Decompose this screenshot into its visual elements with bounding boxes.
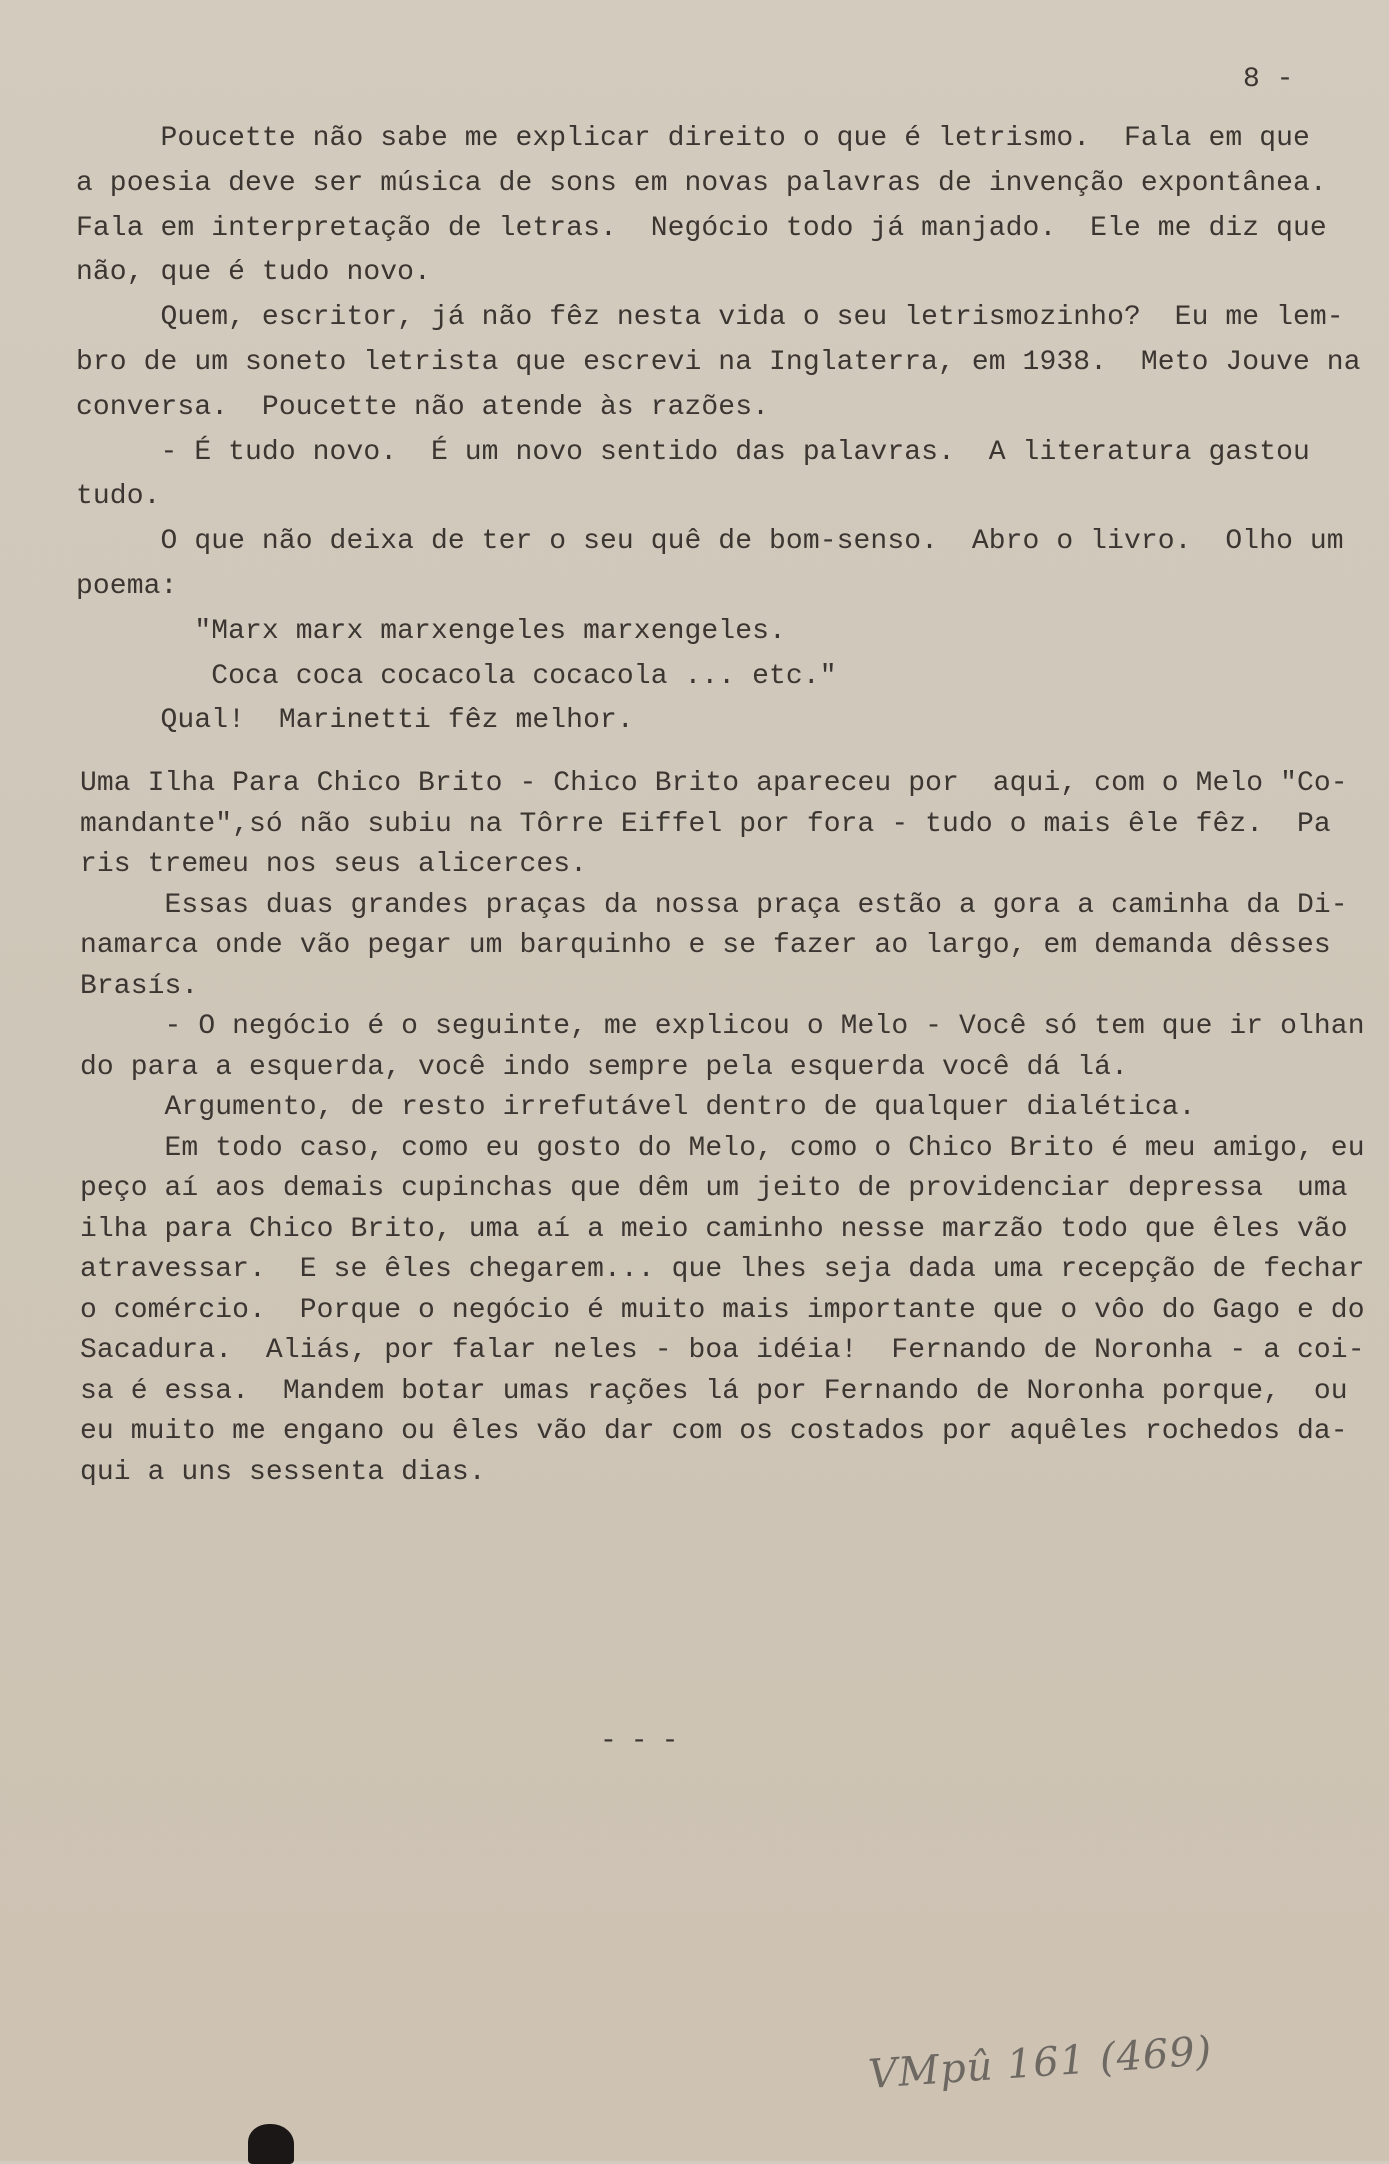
text-line: a poesia deve ser música de sons em novas palavras de invenção expontânea.: [76, 167, 1327, 199]
text-line: Qual! Marinetti fêz melhor.: [76, 705, 634, 737]
text-line: do para a esquerda, você indo sempre pela esquerda você dá lá.: [80, 1051, 1128, 1083]
text-line: Coca coca cocacola cocacola ... etc.": [76, 660, 837, 692]
text-line: não, que é tudo novo.: [76, 257, 431, 289]
ink-blot: [248, 2124, 294, 2164]
text-line: "Marx marx marxengeles marxengeles.: [76, 615, 786, 647]
text-line: mandante",só não subiu na Tôrre Eiffel por fora - tudo o mais êle fêz. Pa: [80, 808, 1331, 840]
text-line: conversa. Poucette não atende às razões.: [76, 391, 770, 423]
text-line: Essas duas grandes praças da nossa praça estão a gora a caminha da Di-: [80, 889, 1348, 921]
text-line: atravessar. E se êles chegarem... que lhes seja dada uma recepção de fechar: [80, 1254, 1365, 1285]
text-line: Quem, escritor, já não fêz nesta vida o seu letrismozinho? Eu me lem-: [76, 302, 1344, 334]
text-line: tudo.: [76, 481, 161, 513]
text-line: eu muito me engano ou êles vão dar com os costados por aquêles rochedos da-: [80, 1416, 1348, 1447]
text-line: ilha para Chico Brito, uma aí a meio caminho nesse marzão todo que êles vão: [80, 1213, 1348, 1245]
text-line: peço aí aos demais cupinchas que dêm um jeito de providenciar depressa uma: [80, 1173, 1348, 1204]
text-line: Sacadura. Aliás, por falar neles - boa idéia! Fernando de Noronha - a coi-: [80, 1335, 1365, 1366]
text-line: bro de um soneto letrista que escrevi na Inglaterra, em 1938. Meto Jouve na: [76, 347, 1361, 378]
text-line: Uma Ilha Para Chico Brito - Chico Brito apareceu por aqui, com o Melo "Co-: [80, 768, 1348, 799]
text-line: Fala em interpretação de letras. Negócio todo já manjado. Ele me diz que: [76, 212, 1327, 244]
text-line: namarca onde vão pegar um barquinho e se fazer ao largo, em demanda dêsses: [80, 930, 1331, 961]
text-line: Poucette não sabe me explicar direito o que é letrismo. Fala em que: [76, 123, 1310, 154]
handwritten-archive-note: VMpû 161 (469): [866, 2028, 1214, 2098]
text-line: - O negócio é o seguinte, me explicou o Melo - Você só tem que ir olhan: [80, 1011, 1365, 1042]
text-line: Argumento, de resto irrefutável dentro de qualquer dialética.: [80, 1092, 1196, 1123]
text-line: O que não deixa de ter o seu quê de bom-senso. Abro o livro. Olho um: [76, 526, 1344, 558]
text-line: - É tudo novo. É um novo sentido das palavras. A literatura gastou: [76, 436, 1310, 468]
section-separator: ---: [600, 1726, 693, 1757]
text-line: sa é essa. Mandem botar umas rações lá por Fernando de Noronha porque, ou: [80, 1375, 1348, 1407]
text-line: Brasís.: [80, 970, 199, 1002]
text-line: qui a uns sessenta dias.: [80, 1456, 486, 1488]
text-line: Em todo caso, como eu gosto do Melo, como o Chico Brito é meu amigo, eu: [80, 1132, 1365, 1164]
text-line: ris tremeu nos seus alicerces.: [80, 849, 588, 880]
text-line: poema:: [76, 571, 178, 602]
page-number: 8 -: [1243, 64, 1294, 95]
text-line: o comércio. Porque o negócio é muito mais importante que o vôo do Gago e do: [80, 1294, 1365, 1326]
